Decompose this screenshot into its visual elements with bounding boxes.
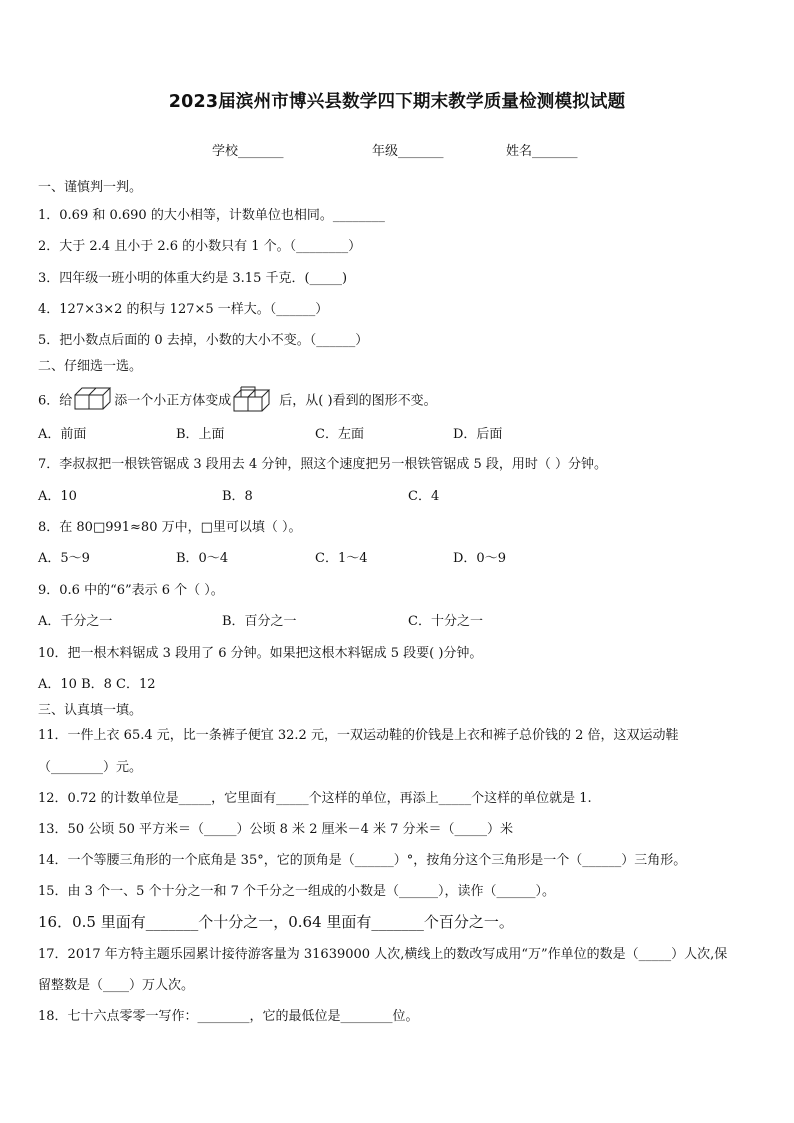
question-5: 5．把小数点后面的 0 去掉，小数的大小不变。（______）	[38, 333, 369, 348]
question-11-continued: （________）元。	[38, 760, 143, 775]
q8-option-d: D．0～9	[453, 551, 506, 566]
question-11: 11．一件上衣 65.4 元，比一条裤子便宜 32.2 元，一双运动鞋的价钱是上衣和裤子总价钱的 2 倍，这双运动鞋	[38, 728, 679, 743]
q9-option-a: A．千分之一	[38, 614, 113, 629]
three-cubes-figure	[233, 386, 277, 416]
question-17: 17．2017 年方特主题乐园累计接待游客量为 31639000 人次,横线上的数改写成用“万”作单位的数是（_____）人次,保	[38, 947, 728, 962]
q7-option-c: C．4	[408, 489, 440, 504]
q8-option-a: A．5～9	[38, 551, 90, 566]
q6-option-c: C．左面	[315, 427, 364, 442]
question-14: 14．一个等腰三角形的一个底角是 35°，它的顶角是（______）°，按角分这个三角形是一个（______）三角形。	[38, 853, 687, 868]
q7-option-a: A．10	[38, 489, 77, 504]
q9-option-b: B．百分之一	[222, 614, 297, 629]
question-6-suffix: 后，从( )看到的图形不变。	[279, 393, 437, 409]
question-7: 7．李叔叔把一根铁管锯成 3 段用去 4 分钟，照这个速度把另一根铁管锯成 5 段，用时（ ）分钟。	[38, 457, 608, 472]
question-9: 9．0.6 中的“6”表示 6 个（ ）。	[38, 583, 224, 598]
question-3: 3．四年级一班小明的体重大约是 3.15 千克．(_____)	[38, 271, 348, 286]
question-18: 18．七十六点零零一写作：________，它的最低位是________位。	[38, 1009, 419, 1024]
question-4: 4．127×3×2 的积与 127×5 一样大。（______）	[38, 302, 329, 317]
question-6-prefix: 6．给	[38, 393, 73, 409]
question-12: 12．0.72 的计数单位是_____，它里面有_____个这样的单位，再添上_____个这样的单位就是 1.	[38, 791, 592, 806]
question-8: 8．在 80□991≈80 万中，□里可以填（ ）。	[38, 520, 302, 535]
q10-options: A．10 B．8 C．12	[38, 677, 156, 692]
question-6-middle: 添一个小正方体变成	[114, 393, 232, 409]
section-heading-fill: 三、认真填一填。	[38, 703, 143, 718]
q6-option-a: A．前面	[38, 427, 87, 442]
q8-option-c: C．1～4	[315, 551, 368, 566]
q6-option-d: D．后面	[453, 427, 503, 442]
grade-field: 年级_______	[372, 144, 444, 159]
question-1: 1．0.69 和 0.690 的大小相等，计数单位也相同。________	[38, 208, 385, 223]
question-15: 15．由 3 个一、5 个十分之一和 7 个千分之一组成的小数是（______），读作（______）。	[38, 884, 556, 899]
question-17-continued: 留整数是（____）万人次。	[38, 978, 195, 993]
question-13: 13．50 公顷 50 平方米＝（_____）公顷 8 米 2 厘米－4 米 7 分米＝（_____）米	[38, 822, 514, 837]
question-16: 16．0.5 里面有_______个十分之一，0.64 里面有_______个百分之一。	[38, 913, 514, 931]
q9-option-c: C．十分之一	[408, 614, 483, 629]
q8-option-b: B．0～4	[176, 551, 229, 566]
school-field: 学校_______	[212, 144, 284, 159]
q7-option-b: B．8	[222, 489, 253, 504]
section-heading-choose: 二、仔细选一选。	[38, 359, 143, 374]
question-10: 10．把一根木料锯成 3 段用了 6 分钟。如果把这根木料锯成 5 段要( )分钟。	[38, 646, 483, 661]
question-2: 2．大于 2.4 且小于 2.6 的小数只有 1 个。（________）	[38, 239, 362, 254]
name-field: 姓名_______	[506, 144, 578, 159]
q6-option-b: B．上面	[176, 427, 225, 442]
two-cubes-figure	[74, 386, 112, 416]
question-6	[38, 386, 437, 416]
page-title: 2023届滨州市博兴县数学四下期末教学质量检测模拟试题	[168, 92, 626, 112]
section-heading-judge: 一、谨慎判一判。	[38, 180, 143, 195]
